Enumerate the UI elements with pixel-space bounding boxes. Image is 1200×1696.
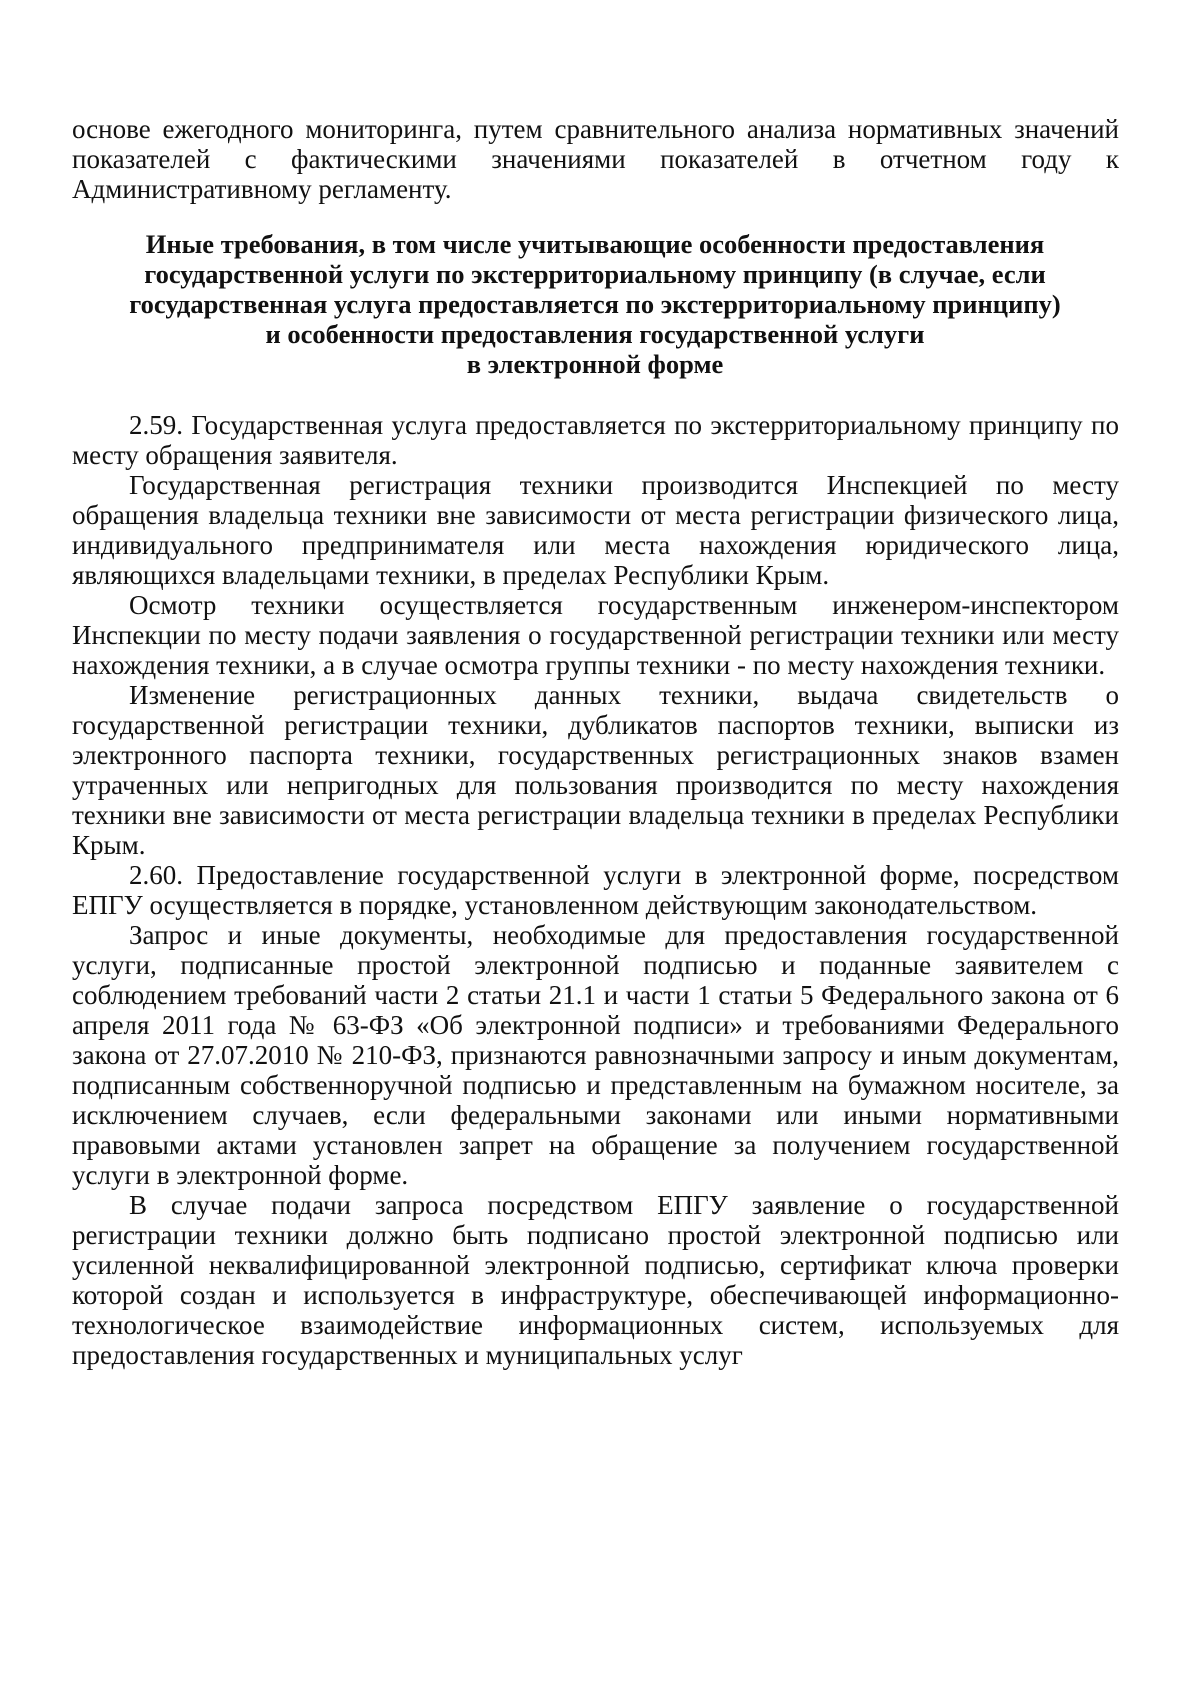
paragraph-epgu-signature: В случае подачи запроса посредством ЕПГУ заявление о государственной регистрации техники должно быть подписано простой электронной подписью или усиленной неквалифицированной электронной подписью, сертификат ключа проверки которой создан и используется в инфраструктуре, обеспечивающей информационно-технологическое взаимодействие информационных систем, используемых для предоставления государственных и муниципальных услуг [72,1190,1119,1370]
heading-line: государственной услуги по экстерриториальному принципу (в случае, если [144,259,1046,289]
paragraph-2-59: 2.59. Государственная услуга предоставляется по экстерриториальному принципу по месту обращения заявителя. [72,410,1119,470]
paragraph-registration: Государственная регистрация техники производится Инспекцией по месту обращения владельца техники вне зависимости от места регистрации физического лица, индивидуального предпринимателя или места нахождения юридического лица, являющихся владельцами техники, в пределах Республики Крым. [72,470,1119,590]
intro-paragraph: основе ежегодного мониторинга, путем сравнительного анализа нормативных значений показателей с фактическими значениями показателей в отчетном году к Административному регламенту. [72,114,1119,204]
heading-line: и особенности предоставления государственной услуги [265,319,925,349]
heading-line: государственная услуга предоставляется по экстерриториальному принципу) [129,289,1061,319]
paragraph-inspection: Осмотр техники осуществляется государственным инженером-инспектором Инспекции по месту подачи заявления о государственной регистрации техники или месту нахождения техники, а в случае осмотра группы техники - по месту нахождения техники. [72,590,1119,680]
paragraph-request-documents: Запрос и иные документы, необходимые для предоставления государственной услуги, подписанные простой электронной подписью и поданные заявителем с соблюдением требований части 2 статьи 21.1 и части 1 статьи 5 Федерального закона от 6 апреля 2011 года № 63-ФЗ «Об электронной подписи» и требованиями Федерального закона от 27.07.2010 № 210-ФЗ, признаются равнозначными запросу и иным документам, подписанным собственноручной подписью и представленным на бумажном носителе, за исключением случаев, если федеральными законами или иными нормативными правовыми актами установлен запрет на обращение за получением государственной услуги в электронной форме. [72,920,1119,1190]
paragraph-2-60: 2.60. Предоставление государственной услуги в электронной форме, посредством ЕПГУ осуществляется в порядке, установленном действующим законодательством. [72,860,1119,920]
body-text [72,410,1119,1370]
heading-line: Иные требования, в том числе учитывающие особенности предоставления [145,229,1045,259]
intro-block [72,114,1119,204]
heading-line: в электронной форме [466,349,724,379]
paragraph-data-change: Изменение регистрационных данных техники, выдача свидетельств о государственной регистрации техники, дубликатов паспортов техники, выписки из электронного паспорта техники, государственных регистрационных знаков взамен утраченных или непригодных для пользования производится по месту нахождения техники вне зависимости от места регистрации владельца техники в пределах Республики Крым. [72,680,1119,860]
section-heading [60,229,1130,379]
